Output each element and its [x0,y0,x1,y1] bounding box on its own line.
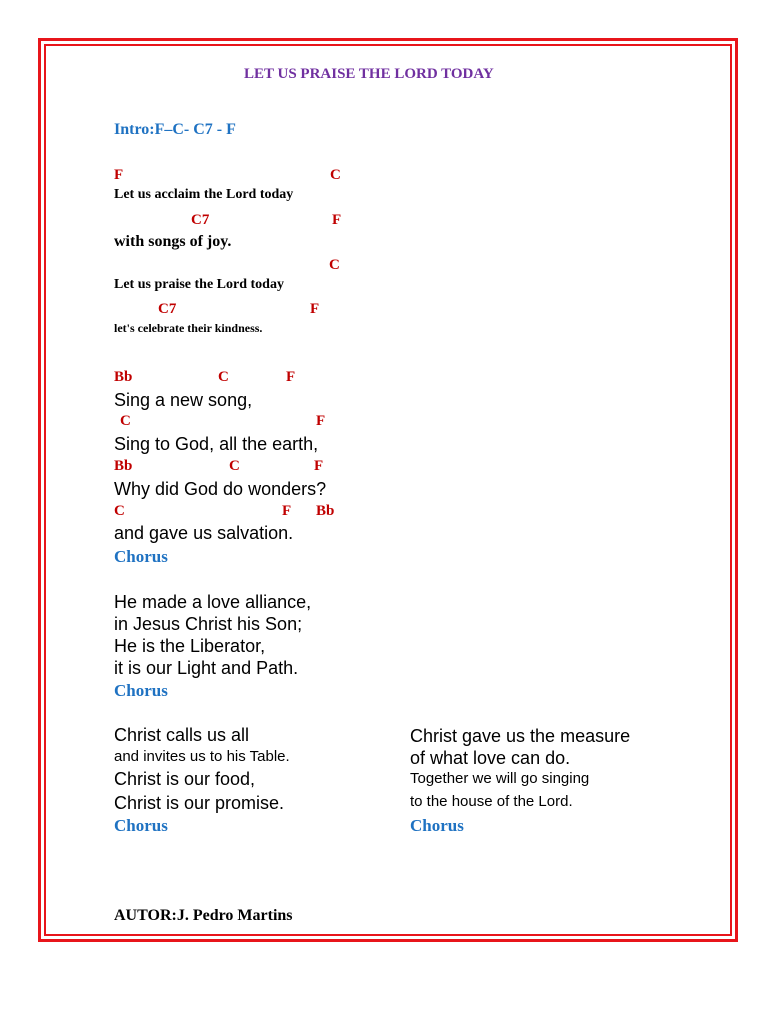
lyric-line: and gave us salvation. [114,523,294,543]
song-title: LET US PRAISE THE LORD TODAY [244,66,494,82]
intro-chords: Intro:F–C- C7 - F [114,121,236,138]
chord: F [282,503,292,519]
lyric-line: and invites us to his Table. [114,748,290,765]
chord: C [114,503,125,519]
lyric-line: Christ calls us all [114,725,250,745]
lyric-line: He is the Liberator, [114,636,266,656]
chord: C [229,458,240,474]
lyric-line: with songs of joy. [114,233,232,250]
chord: Bb [114,369,133,385]
chord: C [330,167,341,183]
chord: C [329,257,340,273]
lyric-line: Christ is our promise. [114,793,285,813]
chord: C [218,369,229,385]
lyric-line: Sing to God, all the earth, [114,434,319,454]
lyric-line: Together we will go singing [410,770,590,787]
lyric-line: Let us acclaim the Lord today [114,187,294,202]
lyric-line: Christ is our food, [114,769,256,789]
lyric-line: of what love can do. [410,748,571,768]
chord: Bb [114,458,133,474]
author: AUTOR:J. Pedro Martins [114,907,293,924]
chord: C7 [158,301,177,317]
lyric-line: it is our Light and Path. [114,658,299,678]
chorus-label: Chorus [114,816,168,835]
chord: F [310,301,320,317]
lyric-line: Why did God do wonders? [114,479,327,499]
lyric-line: He made a love alliance, [114,592,312,612]
chorus-label: Chorus [114,547,168,566]
lyric-line: Christ gave us the measure [410,726,631,746]
chord: F [314,458,324,474]
lyric-line: Sing a new song, [114,390,253,410]
chord: Bb [316,503,335,519]
chord: C [120,413,131,429]
lyric-line: to the house of the Lord. [410,793,573,810]
chord: F [114,167,124,183]
chord: F [286,369,296,385]
lyric-line: let's celebrate their kindness. [114,321,263,335]
lyric-line: in Jesus Christ his Son; [114,614,303,634]
chord: F [332,212,342,228]
chord: F [316,413,326,429]
lyric-line: Let us praise the Lord today [114,277,284,292]
chord: C7 [191,212,210,228]
chorus-label: Chorus [410,816,464,835]
chorus-label: Chorus [114,681,168,700]
